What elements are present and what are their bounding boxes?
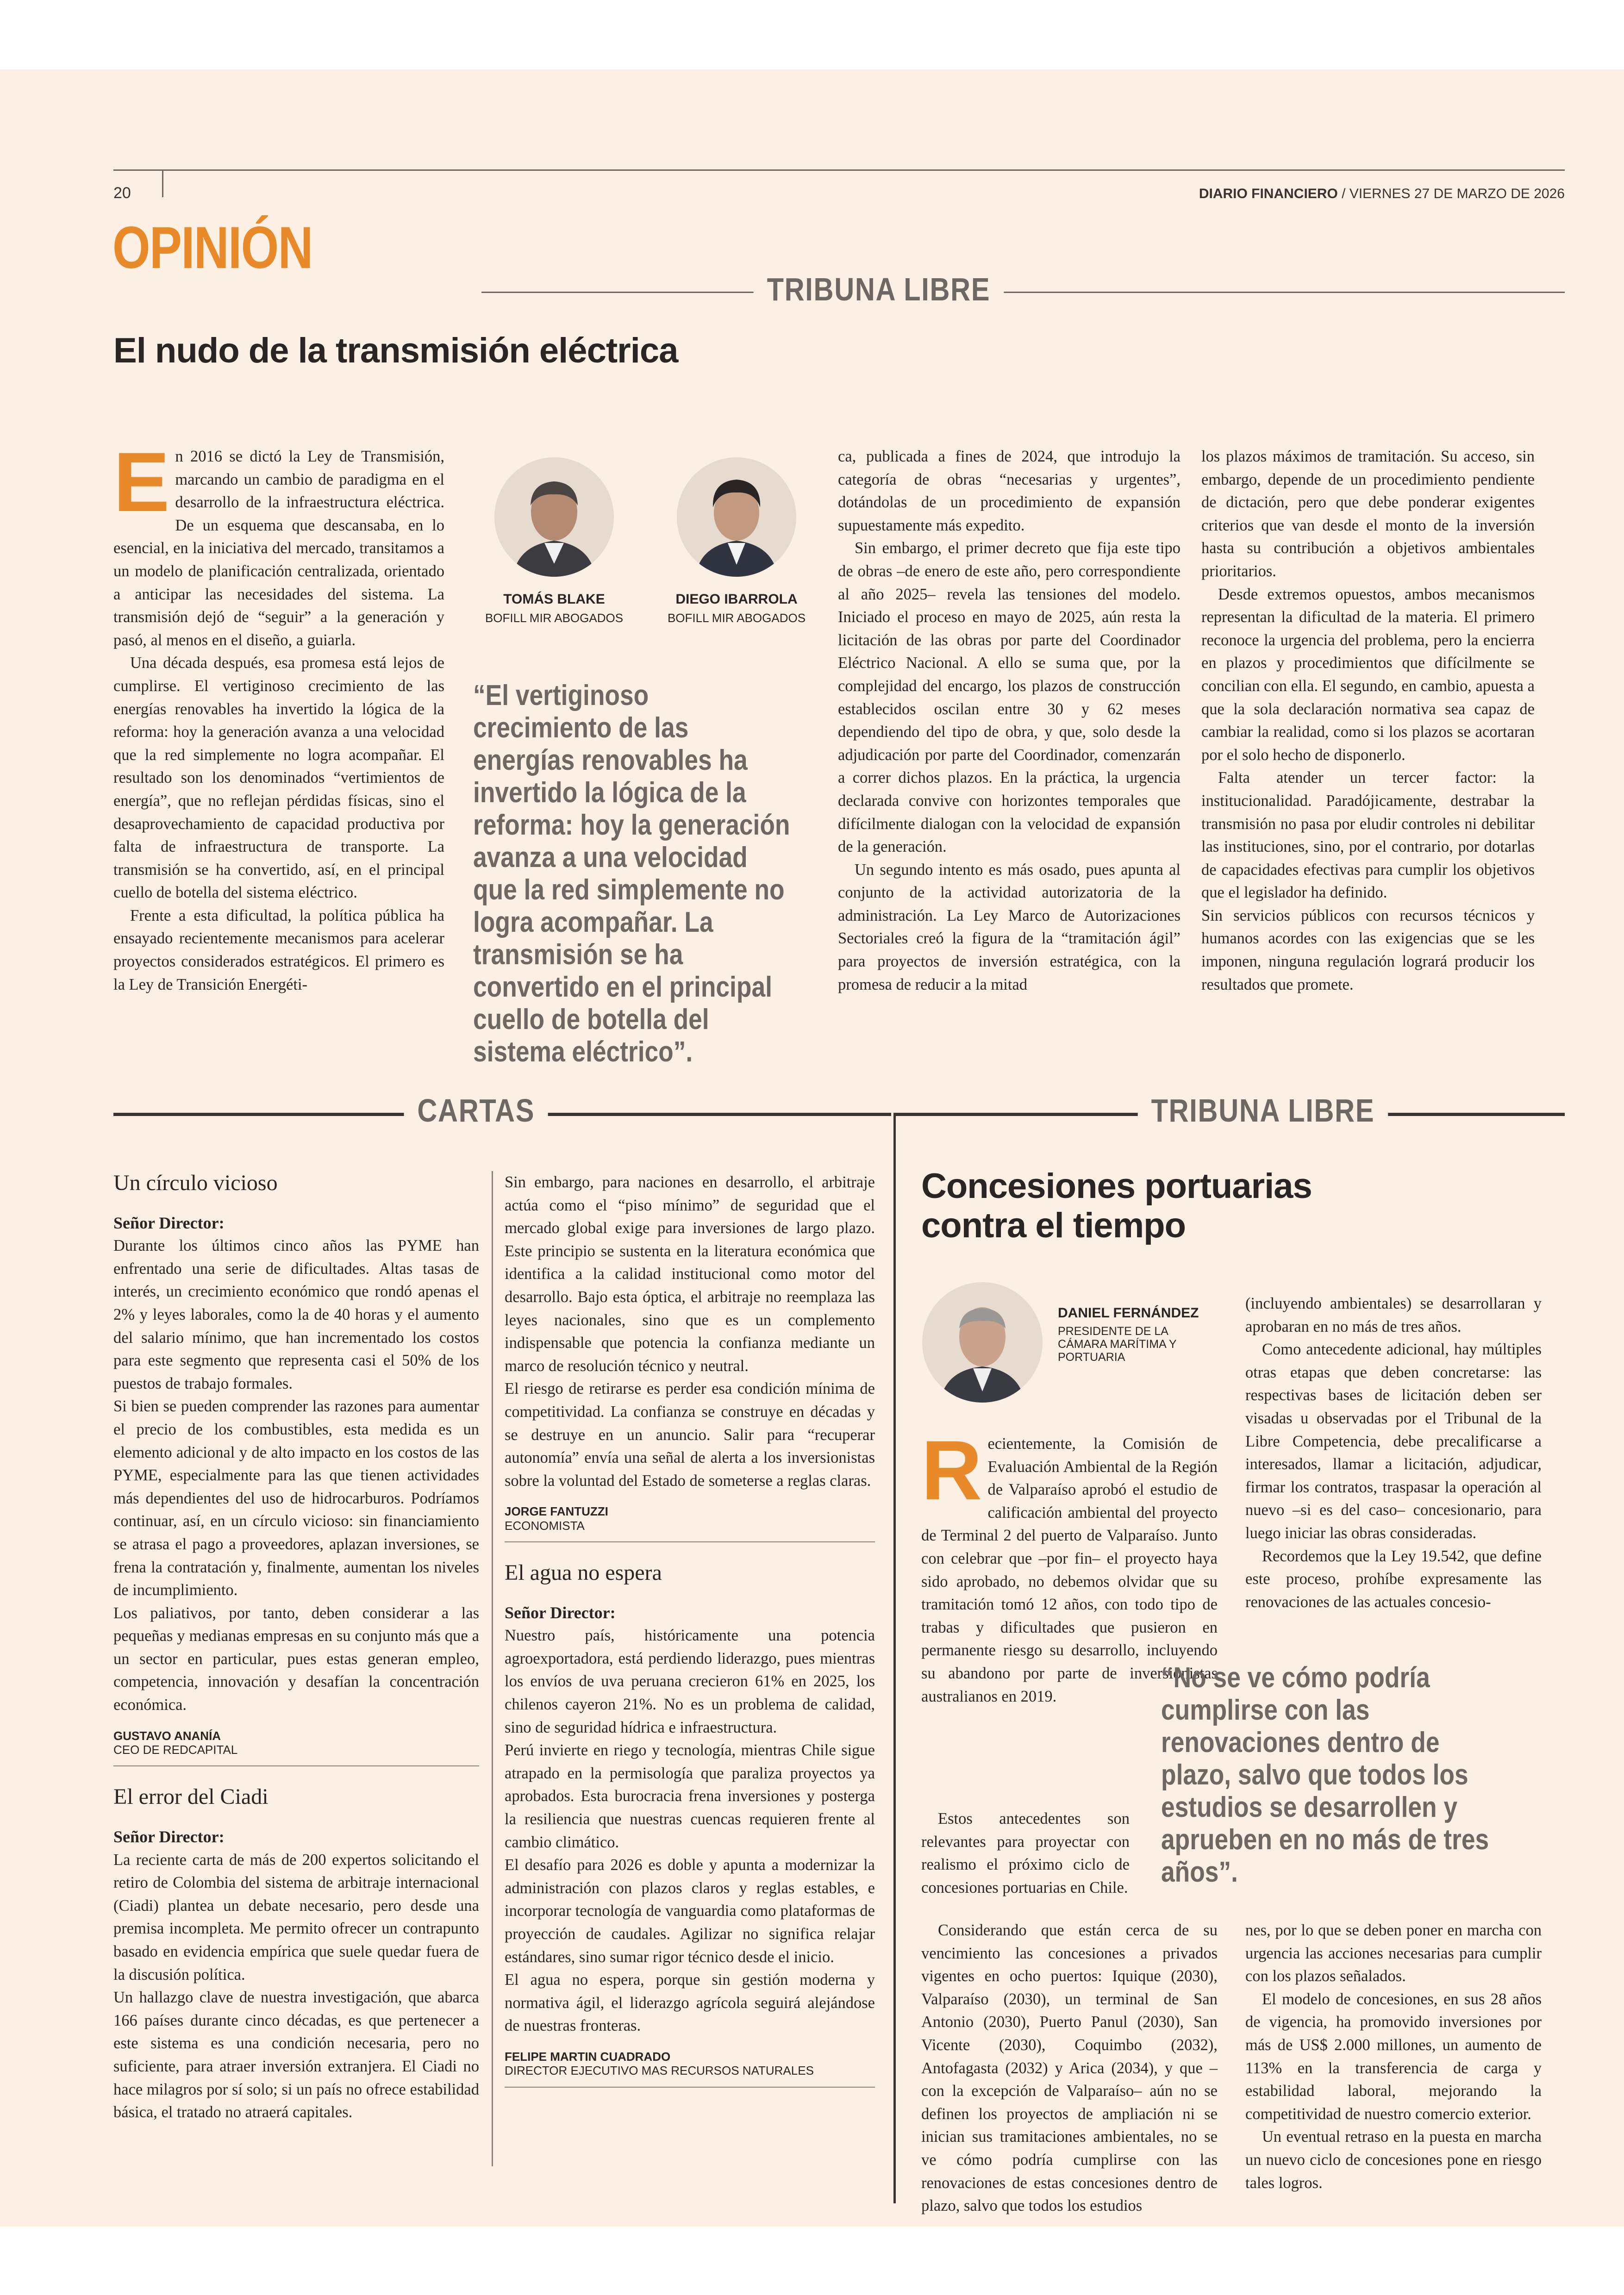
letter-signer-role-2: ECONOMISTA xyxy=(505,1518,585,1533)
section-divider-vertical xyxy=(893,1113,896,2203)
top-col4-p4: Sin servicios públicos con recursos técnicos y humanos acordes con las exigencias que se les imponen, ninguna regulación logrará producir los resultados que promete. xyxy=(1201,906,1535,993)
masthead: DIARIO FINANCIERO / VIERNES 27 DE MARZO DE 2026 xyxy=(1199,186,1565,201)
author-photo-blake xyxy=(494,457,614,577)
top-col4-p3: Falta atender un tercer factor: la institucionalidad. Paradójicamente, destrabar la transmisión no pasa por eludir controles ni debilitar las instituciones, sino, por el contrario, por dotarlas de capacidades efectivas para cumplir los objetivos que el legislador ha definido. xyxy=(1201,769,1535,902)
letter-body-2b: Sin embargo, para naciones en desarrollo, el arbitraje actúa como el “piso mínimo” de seguridad que el mercado global exige para inversiones de largo plazo. Este principio se sustenta en la literatura económica que identifica a la calidad institucional como motor del desarrollo. Bajo esta óptica, el arbitraje no reemplaza las leyes nacionales, sino que es un complemento indispensable que potencia la confianza mediante un marco de resolución técnico y neutral. El riesgo de retirarse es perder esa condición mínima de competitividad. La confianza se construye en décadas y se destruye en un anuncio. Salir para “recuperar autonomía” envía una señal de alerta a los inversionistas sobre la voluntad del Estado de someterse a reglas claras. xyxy=(505,1173,875,1490)
bottom-col2-p3: Recordemos que la Ley 19.542, que define este proceso, prohíbe expresamente las renovaciones de las actuales concesio- xyxy=(1245,1547,1542,1611)
letter-title-3: El agua no espera xyxy=(505,1560,662,1585)
bottom-col1-p2: Estos antecedentes son relevantes para proyectar con realismo el próximo ciclo de concesiones portuarias en Chile. xyxy=(921,1810,1130,1896)
bottom-author-role: PRESIDENTE DE LA CÁMARA MARÍTIMA Y PORTUARIA xyxy=(1058,1325,1177,1364)
portrait-icon xyxy=(922,1282,1043,1403)
top-col3-p3: Un segundo intento es más osado, pues apunta al conjunto de la actividad autorizatoria de la administración. La Ley Marco de Autorizaciones Sectoriales creó la figura de la “tramitación ágil” para proyectos de inversión estratégica, con la promesa de reducir a la mitad xyxy=(838,861,1181,993)
author-role-blake: BOFILL MIR ABOGADOS xyxy=(485,611,624,625)
bottom-headline xyxy=(921,1166,1312,1245)
letter-signer-role-1: CEO DE REDCAPITAL xyxy=(113,1742,238,1757)
bottom-headline-line1: Concesiones portuarias xyxy=(921,1166,1312,1206)
letter-signer-3: FELIPE MARTIN CUADRADO xyxy=(505,2049,671,2064)
top-article-col1 xyxy=(113,435,444,996)
letter-signer-2: JORGE FANTUZZI xyxy=(505,1504,608,1519)
bottom-pull-quote: “No se ve cómo podría cumplirse con las renovaciones dentro de plazo, salvo que todos los estudios se desarrollen y aprueben en no más de tres años”. xyxy=(1161,1662,1489,1888)
letter-body-2a: La reciente carta de más de 200 expertos solicitando el retiro de Colombia del sistema de arbitraje internacional (Ciadi) plantea un debate necesario, pero desde una premisa incompleta. Me permito ofrecer un contrapunto basado en evidencia empírica que suele quedar fuera de la discusión política. Un hallazgo clave de nuestra investigación, que abarca 166 países durante cinco décadas, es que pertenecer a este sistema es una condición necesaria, pero no suficiente, para atraer inversión extranjera. El Ciadi no hace milagros por sí solo; si un país no ofrece estabilidad básica, el tratado no atraerá capitales. xyxy=(113,1851,479,2121)
section-title: OPINIÓN xyxy=(112,215,312,281)
top-article-col4 xyxy=(1201,445,1535,996)
publication-date: VIERNES 27 DE MARZO DE 2026 xyxy=(1349,186,1565,201)
top-col1-p3: Frente a esta dificultad, la política pública ha ensayado recientemente mecanismos para acelerar proyectos considerados estratégicos. El primero es la Ley de Transición Energéti- xyxy=(113,906,444,993)
author-name-ibarrola: DIEGO IBARROLA xyxy=(675,592,798,607)
letter-greeting-3: Señor Director: xyxy=(505,1603,616,1622)
letter-body-3: Nuestro país, históricamente una potencia agroexportadora, está perdiendo liderazgo, pues mientras los envíos de uva peruana crecieron 61% en 2025, los chilenos cayeron 21%. No es un problema de calidad, sino de seguridad hídrica e infraestructura. Perú invierte en riego y tecnología, mientras Chile sigue atrapado en la permisología que paraliza proyectos ya aprobados. Esta burocracia frena inversiones y posterga la resiliencia que nuestras cuencas requieren frente al cambio climático. El desafío para 2026 es doble y apunta a modernizar la administración con plazos claros y reglas estables, e incorporar tecnología de vanguardia como plataformas de proyección de caudales. Agilizar no significa relajar estándares, sino sumar rigor técnico desde el inicio. El agua no espera, porque sin gestión moderna y normativa ágil, el liderazgo agrícola seguirá alejándose de nuestras fronteras. xyxy=(505,1627,875,2035)
header-rule xyxy=(113,169,1565,171)
top-col4-p2: Desde extremos opuestos, ambos mecanismos representan la dificultad de la materia. El primero reconoce la urgencia del problema, pero la encierra en plazos y procedimientos que difícilmente se concilian con ella. El segundo, en cambio, apuesta a que la sola declaración normativa sea capaz de cambiar la realidad, como si los plazos se acortaran por el solo hecho de disponerlo. xyxy=(1201,585,1535,764)
bottom-col1-p1: Recientemente, la Comisión de Evaluación Ambiental de la Región de Valparaíso aprobó el estudio de calificación ambiental del proyecto de Terminal 2 del puerto de Valparaíso. Junto con celebrar que –por fin– el proyecto haya sido aprobado, no debemos olvidar que su tramitación tomó 12 años, con todo tipo de trabas y dificultades que pusieron en permanente riesgo su desarrollo, incluyendo su abandono por parte de inversionistas australianos en 2019. xyxy=(921,1423,1218,1705)
top-article-col3 xyxy=(838,445,1181,996)
header-divider xyxy=(162,169,163,197)
author-role-ibarrola: BOFILL MIR ABOGADOS xyxy=(667,611,806,625)
letters-column-divider xyxy=(492,1171,493,2166)
top-col1-p2: Una década después, esa promesa está lejos de cumplirse. El vertiginoso crecimiento de las energías renovables ha invertido la lógica de la reforma: hoy la generación avanza a una velocidad que la red simplemente no logra acompañar. El resultado son los denominados “vertimientos de energía”, que no reflejan pérdidas físicas, sino el desaprovechamiento de capacidad productiva por falta de infraestructura de transporte. La transmisión se ha convertido, así, en el principal cuello de botella del sistema eléctrico. xyxy=(113,654,444,902)
letter-title-2: El error del Ciadi xyxy=(113,1784,269,1809)
bottom-headline-line2: contra el tiempo xyxy=(921,1206,1186,1246)
bottom-kicker: TRIBUNA LIBRE xyxy=(1138,1094,1388,1127)
bottom-article-col1-narrow xyxy=(921,1808,1130,1899)
drop-cap: E xyxy=(113,435,170,529)
top-pull-quote: “El vertiginoso crecimiento de las energías renovables ha invertido la lógica de la reforma: hoy la generación avanza a una velocidad que la red simplemente no logra acompañar. La transmisión se ha convertido en el principal cuello de botella del sistema eléctrico”. xyxy=(473,680,790,1068)
letters-column-b xyxy=(505,1171,875,2088)
top-kicker: TRIBUNA LIBRE xyxy=(754,273,1004,306)
portrait-icon xyxy=(494,457,614,577)
bottom-article-col2 xyxy=(1245,1292,1542,1614)
top-col4-p1: los plazos máximos de tramitación. Su acceso, sin embargo, depende de un procedimiento pendiente de dictación, pero que debe ponderar exigentes criterios que van desde el monto de la inversión hasta su contribución a objetivos ambientales prioritarios. xyxy=(1201,448,1535,580)
bottom-author-block xyxy=(1058,1305,1211,1364)
bottom-col2-p2: Como antecedente adicional, hay múltiples otras etapas que deben concretarse: las respectivas bases de licitación deben ser visadas u observadas por el Tribunal de la Libre Competencia, debe precalificarse a interesados, llamar a licitación, adjudicar, firmar los contratos, traspasar la operación al nuevo –si es del caso– concesionario, para luego iniciar las obras consideradas. xyxy=(1245,1341,1542,1542)
letter-separator xyxy=(505,2087,875,2088)
letter-separator xyxy=(505,1541,875,1542)
drop-cap-r: R xyxy=(921,1423,982,1517)
letter-title-1: Un círculo vicioso xyxy=(113,1171,278,1195)
author-photo-ibarrola xyxy=(677,457,796,577)
letter-circulo-vicioso xyxy=(113,1171,479,2124)
top-col3-p2: Sin embargo, el primer decreto que fija este tipo de obras –de enero de este año, pero correspondiente al año 2025– revela las tensiones del modelo. Iniciado el proceso en mayo de 2025, aún resta la licitación de las obras por parte del Coordinador Eléctrico Nacional. A ello se suma que, por la complejidad del encargo, los plazos de construcción establecidos oscilan entre 30 y 62 meses dependiendo del tipo de obra, y que, solo desde la adjudicación por parte del Coordinador, comenzarán a correr dichos plazos. En la práctica, la urgencia declarada convive con horizontes temporales que difícilmente dialogan con la velocidad de expansión de la generación. xyxy=(838,539,1181,856)
letter-signer-role-3: DIRECTOR EJECUTIVO MAS RECURSOS NATURALES xyxy=(505,2064,814,2078)
author-photo-fernandez xyxy=(922,1282,1043,1403)
newspaper-page xyxy=(0,69,1624,2226)
top-col3-p1: ca, publicada a fines de 2024, que introdujo la categoría de obras “necesarias y urgentes”, dotándolas de un procedimiento de expansión supuestamente más expedito. xyxy=(838,448,1181,534)
bottom-article-col1-lower xyxy=(921,1919,1218,2218)
letter-body-1: Durante los últimos cinco años las PYME han enfrentado una serie de dificultades. Altas tasas de interés, un crecimiento económico que rondó apenas el 2% y leyes laborales, como la de 40 horas y el aumento del salario mínimo, que han incrementado los costos para este segmento que representa casi el 50% de los puestos de trabajo formales. Si bien se pueden comprender las razones para aumentar el precio de los combustibles, esta medida es un elemento adicional y de alto impacto en los costos de las PYME, especialmente para las que tienen actividades más dependientes del uso de hidrocarburos. Podríamos continuar, así, en un círculo vicioso: sin financiamiento se atrasa el pago a proveedores, aplazan inversiones, se frena la contratación y, finalmente, aumentan los niveles de incumplimiento. Los paliativos, por tanto, deben considerar a las pequeñas y medianas empresas en su conjunto más que a un sector en particular, pues estas generan empleo, competencia, innovación y desafían la concentración económica. xyxy=(113,1237,479,1714)
top-headline: El nudo de la transmisión eléctrica xyxy=(113,331,678,370)
author-name-blake: TOMÁS BLAKE xyxy=(503,592,605,607)
kicker-rule xyxy=(481,292,1565,293)
bottom-author-name: DANIEL FERNÁNDEZ xyxy=(1058,1305,1199,1321)
publication-name: DIARIO FINANCIERO xyxy=(1199,186,1338,201)
bottom-col1-p3: Considerando que están cerca de su vencimiento las concesiones a privados vigentes en ocho puertos: Iquique (2030), Valparaíso (2030), un terminal de San Antonio (2030), Puerto Panul (2030), San Vicente (2030), Coquimbo (2032), Antofagasta (2032) y Arica (2034), y que –con la excepción de Valparaíso– aún no se definen los proyectos de ampliación ni se inician sus tramitaciones ambientales, no se ve cómo podría cumplirse con las renovaciones de estas concesiones dentro de plazo, salvo que todos los estudios xyxy=(921,1921,1218,2215)
top-col1-p1: En 2016 se dictó la Ley de Transmisión, marcando un cambio de paradigma en el desarrollo de la infraestructura eléctrica. De un esquema que descansaba, en lo esencial, en la iniciativa del mercado, transitamos a un modelo de planificación centralizada, orientado a anticipar las necesidades del sistema. La transmisión dejó de “seguir” a la generación y pasó, al menos en el diseño, a guiarla. xyxy=(113,435,444,649)
bottom-article-col2-lower xyxy=(1245,1919,1542,2195)
cartas-kicker: CARTAS xyxy=(404,1094,548,1127)
bottom-col2b-p2: El modelo de concesiones, en sus 28 años de vigencia, ha promovido inversiones por más de US$ 2.000 millones, un aumento de 113% en la transferencia de carga y estabilidad laboral, mejorando la competitividad de nuestro comercio exterior. xyxy=(1245,1990,1542,2123)
letter-separator xyxy=(113,1765,479,1766)
bottom-col2b-p1: nes, por lo que se deben poner en marcha con urgencia las acciones necesarias para cumplir con los plazos señalados. xyxy=(1245,1921,1542,1985)
page-number: 20 xyxy=(113,184,131,202)
letter-signer-1: GUSTAVO ANANÍA xyxy=(113,1728,221,1743)
letter-greeting-1: Señor Director: xyxy=(113,1213,225,1232)
bottom-col2-p1: (incluyendo ambientales) se desarrollaran y aprobaran en no más de tres años. xyxy=(1245,1295,1542,1335)
letter-greeting-2: Señor Director: xyxy=(113,1827,225,1846)
portrait-icon xyxy=(677,457,796,577)
bottom-col2b-p3: Un eventual retraso en la puesta en marcha un nuevo ciclo de concesiones pone en riesgo tales logros. xyxy=(1245,2128,1542,2192)
